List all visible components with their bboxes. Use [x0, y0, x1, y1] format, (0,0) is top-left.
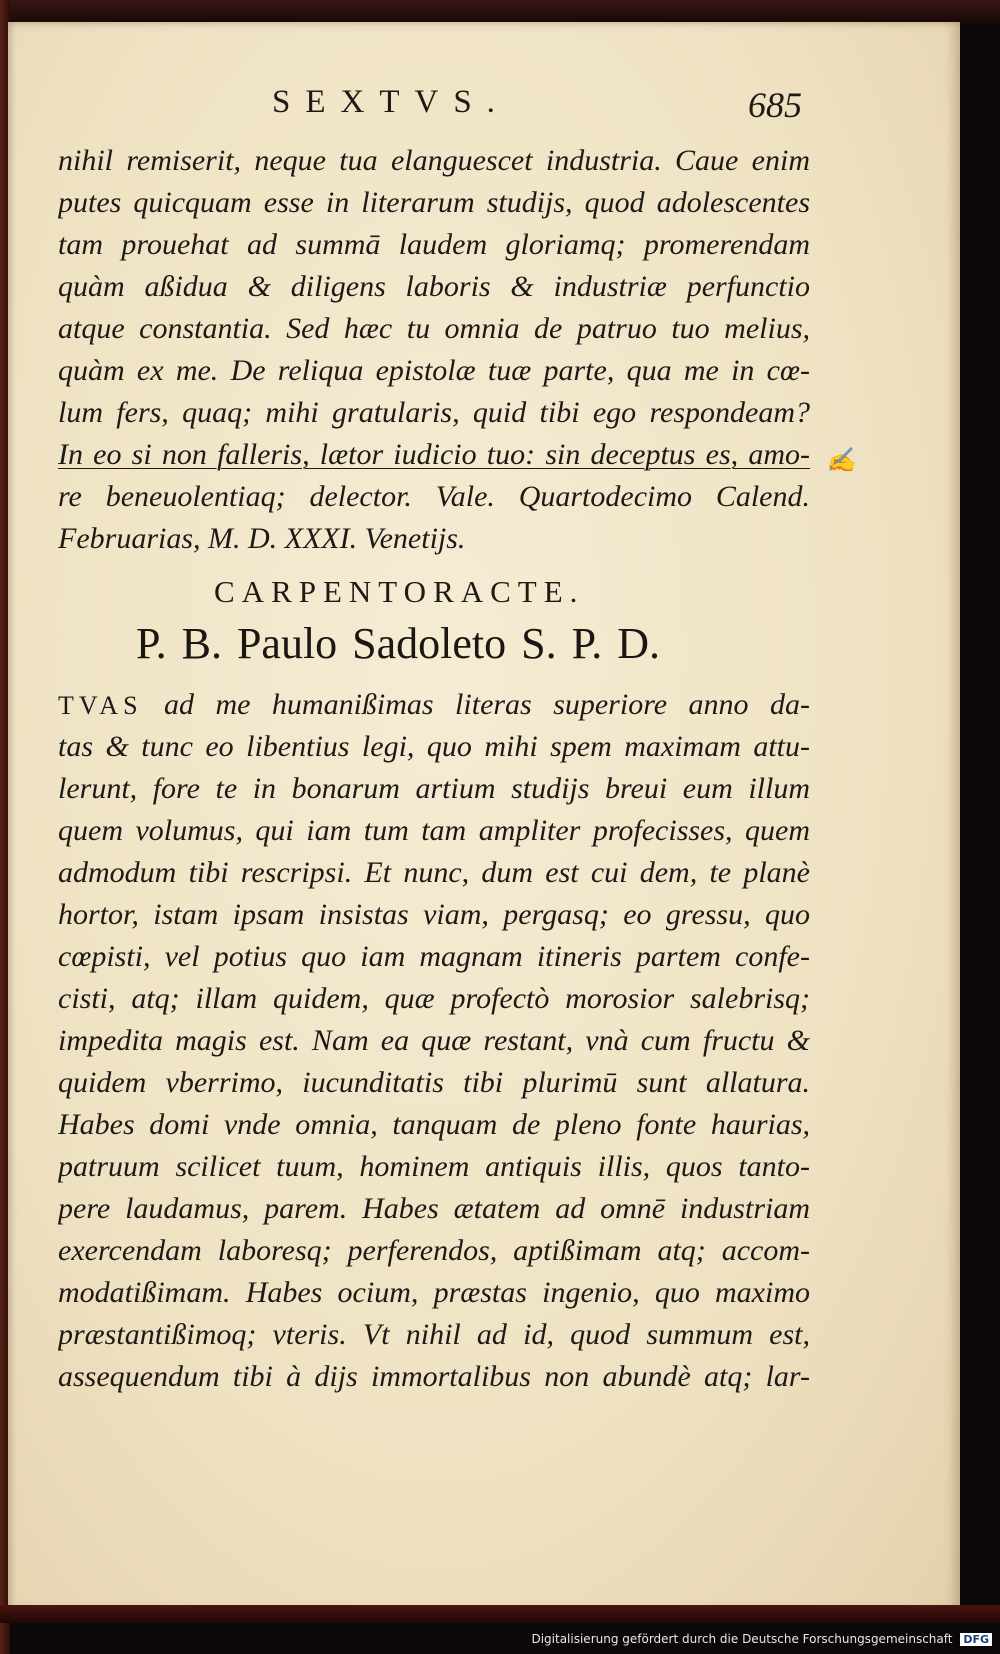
text-line: putes quicquam esse in literarum studijs, quod adolescentes	[58, 186, 810, 219]
opening-word: TVAS	[58, 691, 143, 720]
text-line: cisti, atq; illam quidem, quæ profectò morosior salebrisq;	[58, 982, 810, 1015]
text-line: quàm aßidua & diligens laboris & industriæ perfunctio	[58, 270, 810, 303]
text-line: re beneuolentiaq; delector. Vale. Quartodecimo Calend.	[58, 480, 810, 513]
text-line: exercendam laboresq; perferendos, aptißimam atq; accom-	[58, 1234, 810, 1267]
text-line: tas & tunc eo libentius legi, quo mihi spem maximam attu-	[58, 730, 810, 763]
text-line: lum fers, quaq; mihi gratularis, quid tibi ego respondeam?	[58, 396, 810, 429]
letter-salutation: P. B. Paulo Sadoleto S. P. D.	[136, 619, 660, 668]
text-line: atque constantia. Sed hæc tu omnia de patruo tuo melius,	[58, 312, 810, 345]
text-line: lerunt, fore te in bonarum artium studijs breui eum illum	[58, 772, 810, 805]
dfg-logo: DFG	[960, 1633, 992, 1646]
text-line-underlined: In eo si non falleris, lætor iudicio tuo: sin deceptus es, amo-	[58, 438, 810, 471]
running-head: SEXTVS.	[272, 84, 510, 120]
text-line: cœpisti, vel potius quo iam magnam itineris partem confe-	[58, 940, 810, 973]
text-line: præstantißimoq; vteris. Vt nihil ad id, quod summum est,	[58, 1318, 810, 1351]
text-line: quàm ex me. De reliqua epistolæ tuæ parte, qua me in cœ-	[58, 354, 810, 387]
text-line: admodum tibi rescripsi. Et nunc, dum est cui dem, te planè	[58, 856, 810, 889]
text-line: patruum scilicet tuum, hominem antiquis illis, quos tanto-	[58, 1150, 810, 1183]
digitization-credit	[531, 1632, 992, 1646]
text-line: tam prouehat ad summā laudem gloriamq; promerendam	[58, 228, 810, 261]
text-line-opening	[58, 684, 810, 726]
book-bottom-edge	[0, 1605, 1000, 1623]
text-line: hortor, istam ipsam insistas viam, pergasq; eo gressu, quo	[58, 898, 810, 931]
text-line: impedita magis est. Nam ea quæ restant, vnà cum fructu &	[58, 1024, 810, 1057]
letter-body	[58, 684, 810, 1398]
text-line: pere laudamus, parem. Habes ætatem ad omnē industriam	[58, 1192, 810, 1225]
text-line: assequendum tibi à dijs immortalibus non abundè atq; lar-	[58, 1360, 810, 1393]
page-number: 685	[748, 85, 802, 125]
text-line: nihil remiserit, neque tua elanguescet industria. Caue enim	[58, 144, 810, 177]
book-top-edge	[0, 0, 1000, 24]
letter-continuation	[58, 140, 810, 560]
place-heading: CARPENTORACTE.	[214, 574, 585, 609]
text-line: quidem vberrimo, iucunditatis tibi plurimū sunt allatura.	[58, 1066, 810, 1099]
opening-line-text: ad me humanißimas literas superiore anno da-	[142, 688, 810, 721]
marginal-annotation: ✍	[826, 448, 856, 474]
letter-dateline: Februarias, M. D. XXXI. Venetijs.	[58, 522, 466, 555]
text-line: quem volumus, qui iam tum tam ampliter profecisses, quem	[58, 814, 810, 847]
text-line: modatißimam. Habes ocium, præstas ingenio, quo maximo	[58, 1276, 810, 1309]
credit-text: Digitalisierung gefördert durch die Deutsche Forschungsgemeinschaft	[531, 1632, 953, 1646]
text-line: Habes domi vnde omnia, tanquam de pleno fonte haurias,	[58, 1108, 810, 1141]
